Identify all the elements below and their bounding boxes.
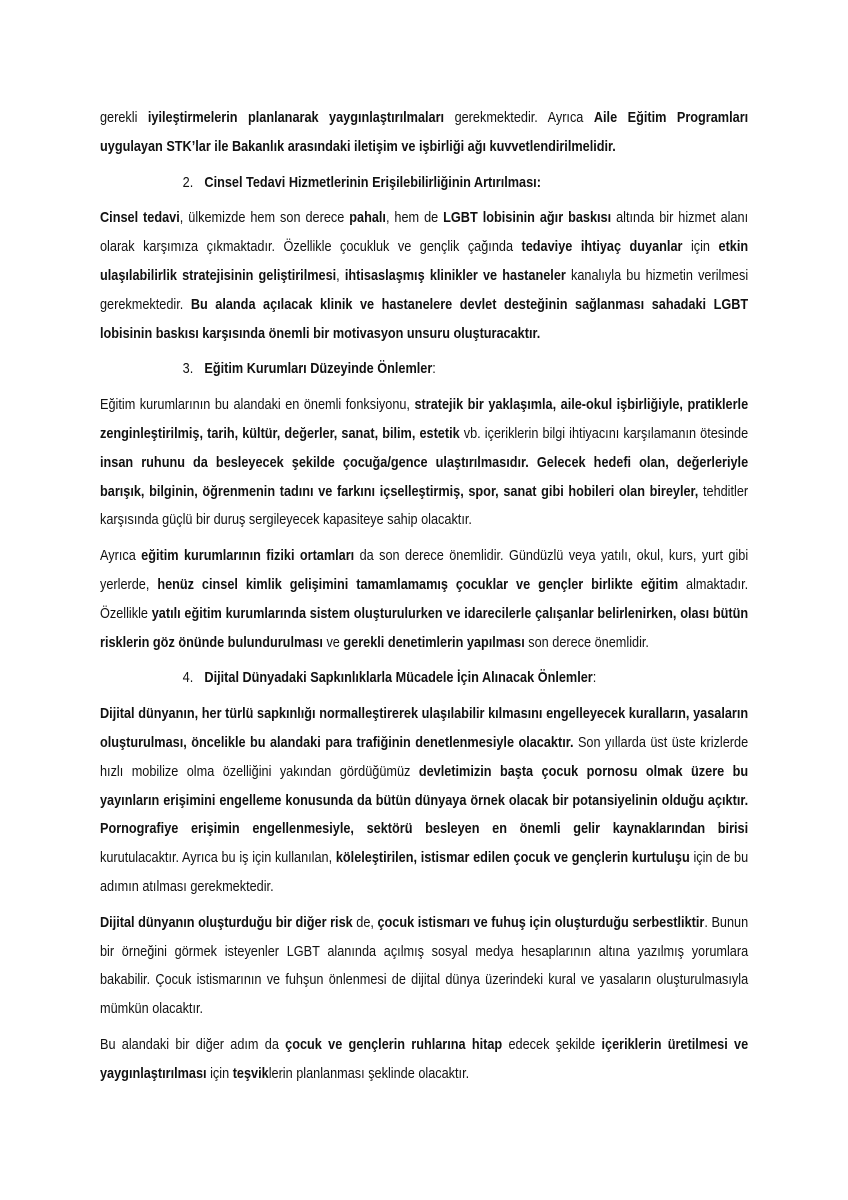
section-heading [100, 355, 748, 384]
bold-text: köleleştirilen, istismar edilen çocuk ve gençlerin kurtuluşu [335, 850, 690, 867]
bold-text: Dijital Dünyadaki Sapkınlıklarla Mücadele İçin Alınacak Önlemler [204, 670, 593, 687]
bold-text: çocuk ve gençlerin ruhlarına hitap [285, 1036, 503, 1053]
text-run: , ülkemizde hem son derece [179, 210, 350, 227]
text-run: altında bir hizmet alanı olarak karşımıza çıkmaktadır. Özellikle çocukluk ve gençlik çağında [100, 210, 749, 256]
text-run: : [432, 361, 436, 378]
text-run: kanalıyla bu hizmetin verilmesi gerekmektedir. [100, 267, 749, 313]
bold-text: yatılı eğitim kurumlarında sistem oluşturulurken ve idarecilerle çalışanlar belirlenirken, olası bütün risklerin göz önünde bulundurulması [100, 605, 749, 651]
text-run: : [592, 670, 597, 687]
text-run: , [336, 267, 345, 284]
bold-text: tedaviye ihtiyaç duyanlar [521, 239, 683, 256]
text-run: , hem de [385, 210, 444, 227]
paragraph [100, 391, 748, 535]
bold-text: devletimizin başta çocuk pornosu olmak üzere bu yayınların erişimini engelleme konusunda da bütün dünyaya örnek olacak bir potansiyelinin olduğu açıktır. Pornografiye erişimin engellenmesiyle, sektörü besleyen en önemli gelir kaynaklarından birisi [100, 763, 749, 838]
text-run: için [206, 1065, 233, 1082]
text-run: edecek şekilde [502, 1036, 602, 1053]
bold-text: pahalı [349, 210, 386, 227]
bold-text: etkin ulaşılabilirlik stratejisinin geliştirilmesi [100, 239, 749, 284]
bold-text: LGBT lobisinin ağır baskısı [443, 210, 612, 227]
text-run: almaktadır. Özellikle [100, 576, 749, 622]
bold-text: Dijital dünyanın, her türlü sapkınlığı normalleştirerek ulaşılabilir kılmasını engelleyecek kuralların, yasaların oluşturulması, öncelikle bu alandaki para trafiğinin denetlenmesiyle olacaktır. [100, 706, 749, 751]
text-run: da son derece önemlidir. Gündüzlü veya yatılı, okul, kurs, yurt gibi yerlerde, [100, 548, 749, 593]
text-run: de, [352, 914, 378, 931]
text-run: Eğitim kurumlarının bu alandaki en önemli fonksiyonu, [100, 397, 415, 414]
text-run: vb. içeriklerin bilgi ihtiyacını karşılamanın ötesinde [459, 425, 749, 442]
bold-text: gerekli denetimlerin yapılması [343, 634, 525, 651]
bold-text: Eğitim Kurumları Düzeyinde Önlemler [204, 361, 433, 378]
section-number: 3. [182, 361, 194, 378]
text-run: gerekmektedir. Ayrıca [444, 110, 594, 126]
bold-text: insan ruhunu da besleyecek şekilde çocuğa/gence ulaştırılmasıdır. Gelecek hedefi olan, değerleriyle barışık, bilginin, öğrenmenin tadını ve farkını içselleştirmiş, spor, sanat gibi hobileri olan bireyler, [100, 454, 749, 500]
paragraph [100, 104, 748, 162]
paragraph [100, 909, 748, 1024]
section-heading [100, 664, 748, 693]
paragraph [100, 1031, 748, 1089]
text-run: ve [322, 634, 344, 651]
text-run: Ayrıca [100, 548, 142, 565]
document-body [100, 104, 748, 1096]
bold-text: Aile Eğitim Programları uygulayan STK’lar ile Bakanlık arasındaki iletişim ve işbirliği ağı kuvvetlendirilmelidir. [100, 110, 749, 155]
bold-text: içeriklerin üretilmesi ve yaygınlaştırılması [100, 1036, 749, 1082]
text-run: kurutulacaktır. Ayrıca bu iş için kullanılan, [100, 850, 336, 867]
bold-text: Dijital dünyanın oluşturduğu bir diğer risk [100, 914, 353, 931]
bold-text: Cinsel Tedavi Hizmetlerinin Erişilebilirliğinin Artırılması: [204, 174, 541, 191]
bold-text: eğitim kurumlarının fiziki ortamları [141, 548, 355, 565]
bold-text: henüz cinsel kimlik gelişimini tamamlamamış çocuklar ve gençler birlikte eğitim [157, 576, 679, 593]
paragraph [100, 542, 748, 657]
text-run: için [682, 239, 719, 256]
bold-text: stratejik bir yaklaşımla, aile-okul işbirliğiyle, pratiklerle zenginleştirilmiş, tarih, kültür, değerler, sanat, bilim, estetik [100, 397, 749, 442]
text-run: tehditler karşısında güçlü bir duruş sergileyecek kapasiteye sahip olacaktır. [100, 483, 749, 529]
bold-text: Bu alanda açılacak klinik ve hastanelere devlet desteğinin sağlanması sahadaki LGBT lobisinin baskısı karşısında önemli bir motivasyon unsuru oluşturacaktır. [100, 296, 749, 342]
section-number: 4. [182, 670, 194, 687]
bold-text: ihtisaslaşmış klinikler ve hastaneler [344, 267, 566, 284]
bold-text: Cinsel tedavi [100, 210, 180, 227]
bold-text: iyileştirmelerin planlanarak yaygınlaştırılmaları [147, 110, 445, 126]
text-run: gerekli [100, 110, 148, 126]
text-run: son derece önemlidir. [524, 634, 649, 651]
text-run: lerin planlanması şeklinde olacaktır. [268, 1065, 470, 1082]
paragraph [100, 204, 748, 348]
text-run: için de bu adımın atılması gerekmektedir. [100, 850, 749, 895]
text-run: Bu alandaki bir diğer adım da [100, 1036, 286, 1053]
bold-text: çocuk istismarı ve fuhuş için oluşturduğu serbestliktir [377, 914, 705, 931]
section-number: 2. [182, 174, 194, 191]
text-run: . Bunun bir örneğini görmek isteyenler LGBT alanında açılmış sosyal medya hesaplarının altına yazılmış yorumlara bakabilir. Çocuk istismarının ve fuhşun önlenmesi de dijital dünya üzerindeki kural ve yasaların oluşturulmasıyla mümkün olacaktır. [100, 914, 749, 1018]
section-heading [100, 169, 748, 198]
bold-text: teşvik [232, 1065, 269, 1082]
text-run: Son yıllarda üst üste krizlerde hızlı mobilize olma özelliğini yakından gördüğümüz [100, 734, 749, 780]
paragraph [100, 700, 748, 902]
